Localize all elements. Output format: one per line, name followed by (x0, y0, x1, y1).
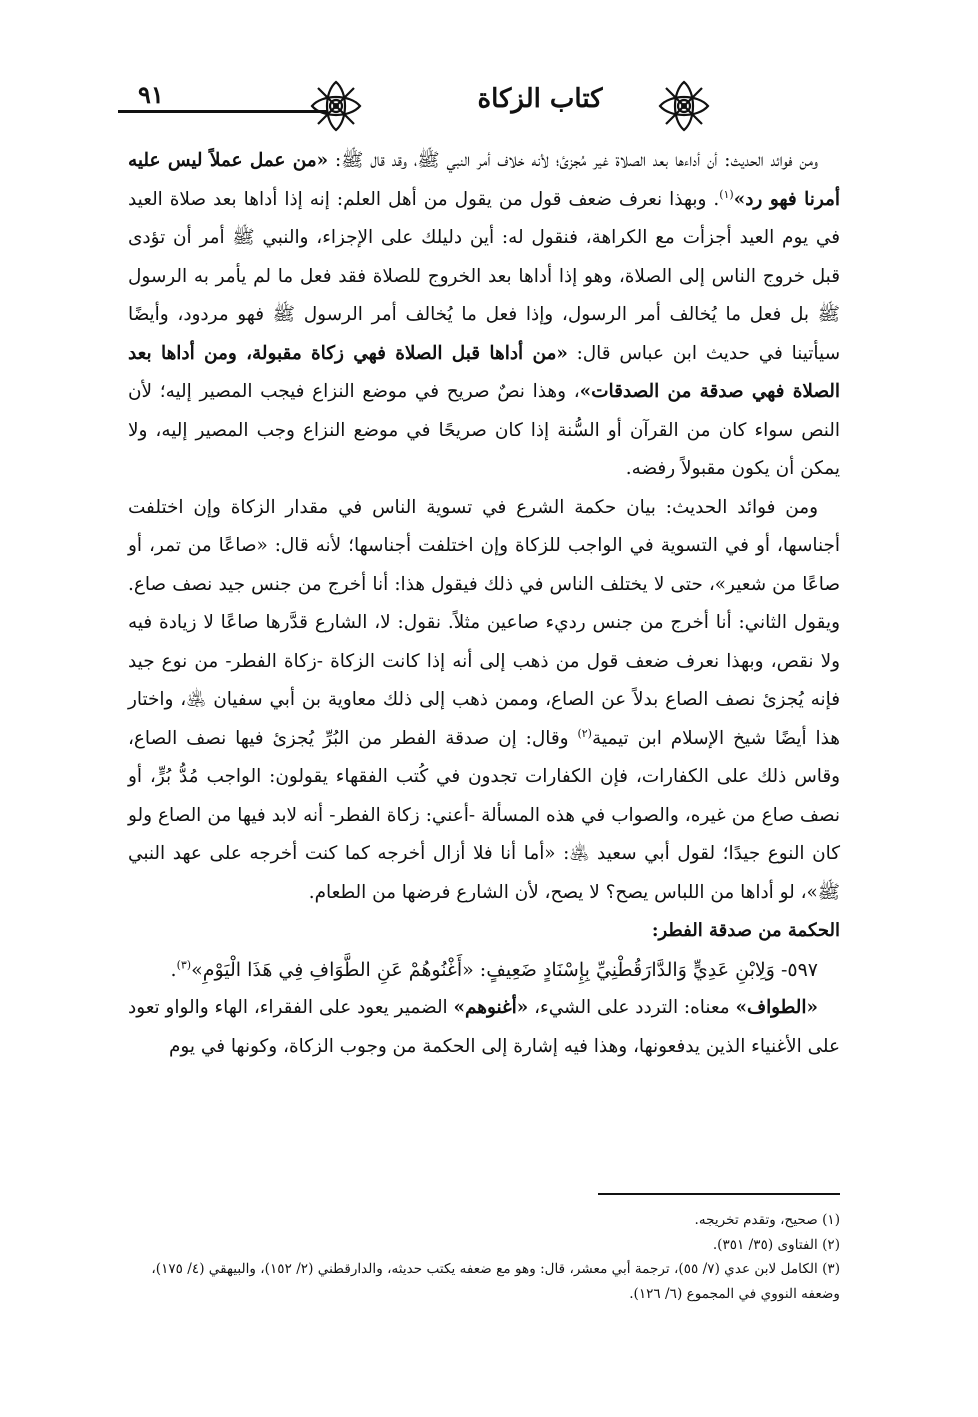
footnote: (٢) الفتاوى (٣٥/ ٣٥١). (712, 1236, 840, 1253)
text-run: ومن فوائد الحديث: بيان حكمة الشرع في تسوية الناس في مقدار الزكاة وإن اختلفت أجناسها، أو في التسوية في الواجب للزكاة وإن اختلفت أجناسها؛ لأنه قال: «صاعًا من تمر، أو صاعًا من شعير»، حتى لا يختلف الناس في ذلك فيقول هذا: أنا أخرج من جنس جيد نصف صاع. ويقول الثاني: أنا أخرج من جنس رديء صاعين مثلاً. نقول: لا، الشارع قدَّرها صاعًا لا زيادة فيه ولا نقص، وبهذا نعرف ضعف قول من ذهب إلى أنه إذا كانت الزكاة -زكاة الفطر- من نوع جيد فإنه يُجزئ نصف الصاع بدلاً عن الصاع، وممن ذهب إلى ذلك معاوية بن أبي سفيان ﵁، واختار هذا أيضًا شيخ الإسلام ابن تيمية (128, 496, 840, 749)
footnote-ref: (١) (719, 187, 734, 201)
main-text (128, 142, 840, 1066)
text-run: . وبهذا نعرف ضعف قول من يقول من أهل العلم: إنه إذا أداها بعد صلاة العيد في يوم العيد أجزأت مع الكراهة، فنقول له: أين دليلك على الإجزاء، والنبي ﷺ أمر أن تؤدى قبل خروج الناس إلى الصلاة، وهو إذا أداها بعد الخروج للصلاة فقد فعل ما لم يأمر به الرسول ﷺ بل فعل ما يُخالف أمر الرسول، وإذا فعل ما يُخالف أمر الرسول ﷺ فهو مردود، وأيضًا سيأتينا في حديث ابن عباس قال: (128, 188, 840, 364)
footnote: (١) صحيح، وتقدم تخريجه. (694, 1212, 840, 1228)
footnotes (118, 1208, 840, 1306)
section-heading: الحكمة من صدقة الفطر: (651, 920, 840, 941)
emphasized-text: «أغنوهم» (453, 997, 529, 1018)
paragraph (128, 489, 840, 913)
emphasized-text: «الطواف» (735, 997, 818, 1018)
emphasized-text: «من عمل عملاً ليس عليه أمرنا فهو رد» (128, 150, 840, 210)
commentary-paragraph (128, 989, 840, 1066)
header-rule (118, 110, 328, 113)
text-run: . (170, 958, 177, 981)
chapter-title: كتاب الزكاة (477, 84, 603, 114)
footnote: (٣) الكامل لابن عدي (٧/ ٥٥)، ترجمة أبي معشر، قال: وهو مع ضعفه يكتب حديثه، والدارقطني (٢/ ١٥٢)، والبيهقي (٤/ ١٧٥)، وضعفه النووي في المجموع (٦/ ١٢٦). (151, 1261, 840, 1302)
footnote-separator (598, 1193, 840, 1195)
floral-ornament-icon (308, 78, 364, 134)
text-run: معناه: التردد على الشيء، (528, 997, 736, 1018)
text-run: ٥٩٧- وَلِابْنِ عَدِيٍّ وَالدَّارَقُطْنِيِّ بِإِسْنَادٍ ضَعِيفٍ: «أَغْنُوهُمْ عَنِ الطَّوَافِ فِي هَذَا الْيَوْمِ» (191, 958, 818, 981)
hadith-text (128, 951, 840, 990)
floral-ornament-icon (656, 78, 712, 134)
emphasized-text: «من أداها قبل الصلاة فهي زكاة مقبولة، ومن أداها بعد الصلاة فهي صدقة من الصدقات» (128, 342, 840, 402)
running-header (118, 78, 858, 142)
footnote-ref: (٣) (176, 958, 192, 972)
text-run: ، وهذا نصٌ صريح في موضع النزاع فيجب المصير إليه؛ لأن النص سواء كان من القرآن أو السُّنة إذا كان صريحًا في موضع النزاع وجب المصير إليه، ولا يمكن أن يكون مقبولاً رفضه. (128, 381, 840, 479)
text-run: وقال: إن صدقة الفطر من البُرِّ يُجزئ فيها نصف الصاع، وقاس ذلك على الكفارات، فإن الكفارات تجدون في كُتب الفقهاء يقولون: الواجب مُدُّ بُرٍّ، أو نصف صاع من غيره، والصواب في هذه المسألة -أعني: زكاة الفطر- أنه لابد فيها من الصاع ولو كان النوع جيدًا؛ لقول أبي سعيد ﵁: «أما أنا فلا أزال أخرجه كما كنت أخرجه على عهد النبي ﷺ»، لو أداها من اللباس يصح؟ لا يصح، لأن الشارع فرضها من الطعام. (128, 727, 840, 903)
text-run: ومن فوائد الحديث: أن أداءها بعد الصلاة غير مُجزئ؛ لأنه خلاف أمر النبي ﷺ، وقد قال ﷺ: (328, 150, 819, 171)
footnote-ref: (٢) (577, 726, 592, 740)
paragraph (128, 142, 840, 489)
page-number: ٩١ (138, 80, 164, 109)
text-run: الضمير يعود على الفقراء، الهاء والواو تعود على الأغنياء الذين يدفعونها، وهذا فيه إشارة إلى الحكمة من وجوب الزكاة، وكونها في يوم (128, 997, 840, 1057)
